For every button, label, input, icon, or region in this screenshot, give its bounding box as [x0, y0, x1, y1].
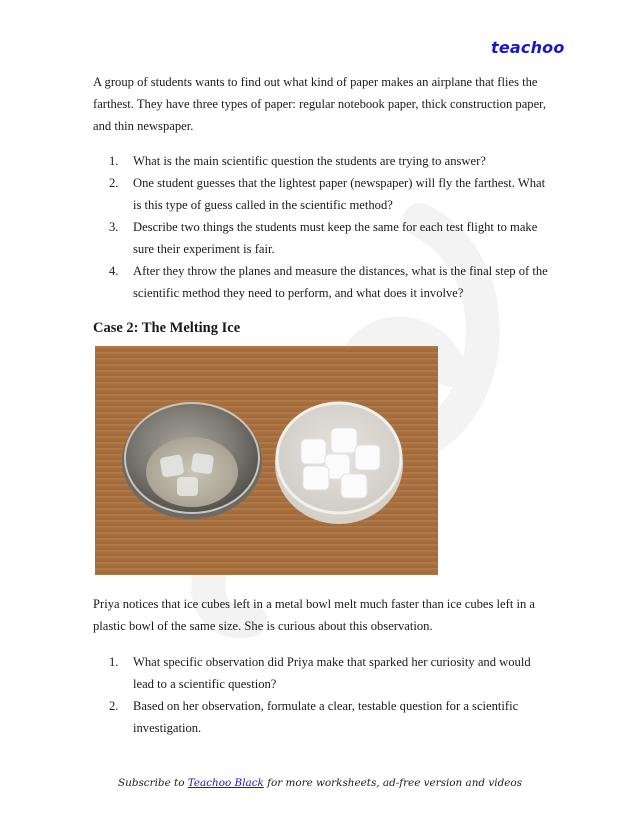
footer-subscribe-note	[0, 777, 640, 789]
melting-ice-photo	[95, 346, 438, 575]
list-item	[109, 150, 554, 172]
item-number: 1.	[109, 154, 119, 168]
list-item	[109, 260, 554, 304]
item-number: 3.	[109, 220, 119, 234]
item-number: 1.	[109, 655, 119, 669]
item-text: What is the main scientific question the students are trying to answer?	[133, 154, 486, 168]
footer-prefix: Subscribe to	[118, 777, 188, 789]
case2-question-list	[109, 651, 554, 739]
item-number: 2.	[109, 699, 119, 713]
case1-intro: A group of students wants to find out what kind of paper makes an airplane that flies the farthest. They have three types of paper: regular notebook paper, thick construction paper, and thin newspaper.	[93, 75, 547, 133]
case1-question-list	[109, 150, 554, 304]
footer-suffix: for more worksheets, ad-free version and videos	[263, 777, 522, 789]
case2-title: Case 2: The Melting Ice	[93, 320, 241, 336]
item-text: What specific observation did Priya make that sparked her curiosity and would lead to a scientific question?	[133, 655, 531, 691]
item-text: One student guesses that the lightest paper (newspaper) will fly the farthest. What is this type of guess called in the scientific method?	[133, 176, 546, 212]
item-text: Describe two things the students must keep the same for each test flight to make sure their experiment is fair.	[133, 220, 538, 256]
list-item	[109, 172, 554, 216]
item-number: 2.	[109, 176, 119, 190]
teachoo-black-link[interactable]: Teachoo Black	[187, 777, 264, 789]
case2-intro: Priya notices that ice cubes left in a metal bowl melt much faster than ice cubes left in a plastic bowl of the same size. She is curious about this observation.	[93, 597, 536, 633]
item-number: 4.	[109, 264, 119, 278]
item-text: Based on her observation, formulate a clear, testable question for a scientific investigation.	[133, 699, 519, 735]
list-item	[109, 651, 554, 695]
list-item	[109, 695, 554, 739]
teachoo-logo: teachoo	[491, 38, 565, 57]
item-text: After they throw the planes and measure the distances, what is the final step of the scientific method they need to perform, and what does it involve?	[133, 264, 548, 300]
list-item	[109, 216, 554, 260]
